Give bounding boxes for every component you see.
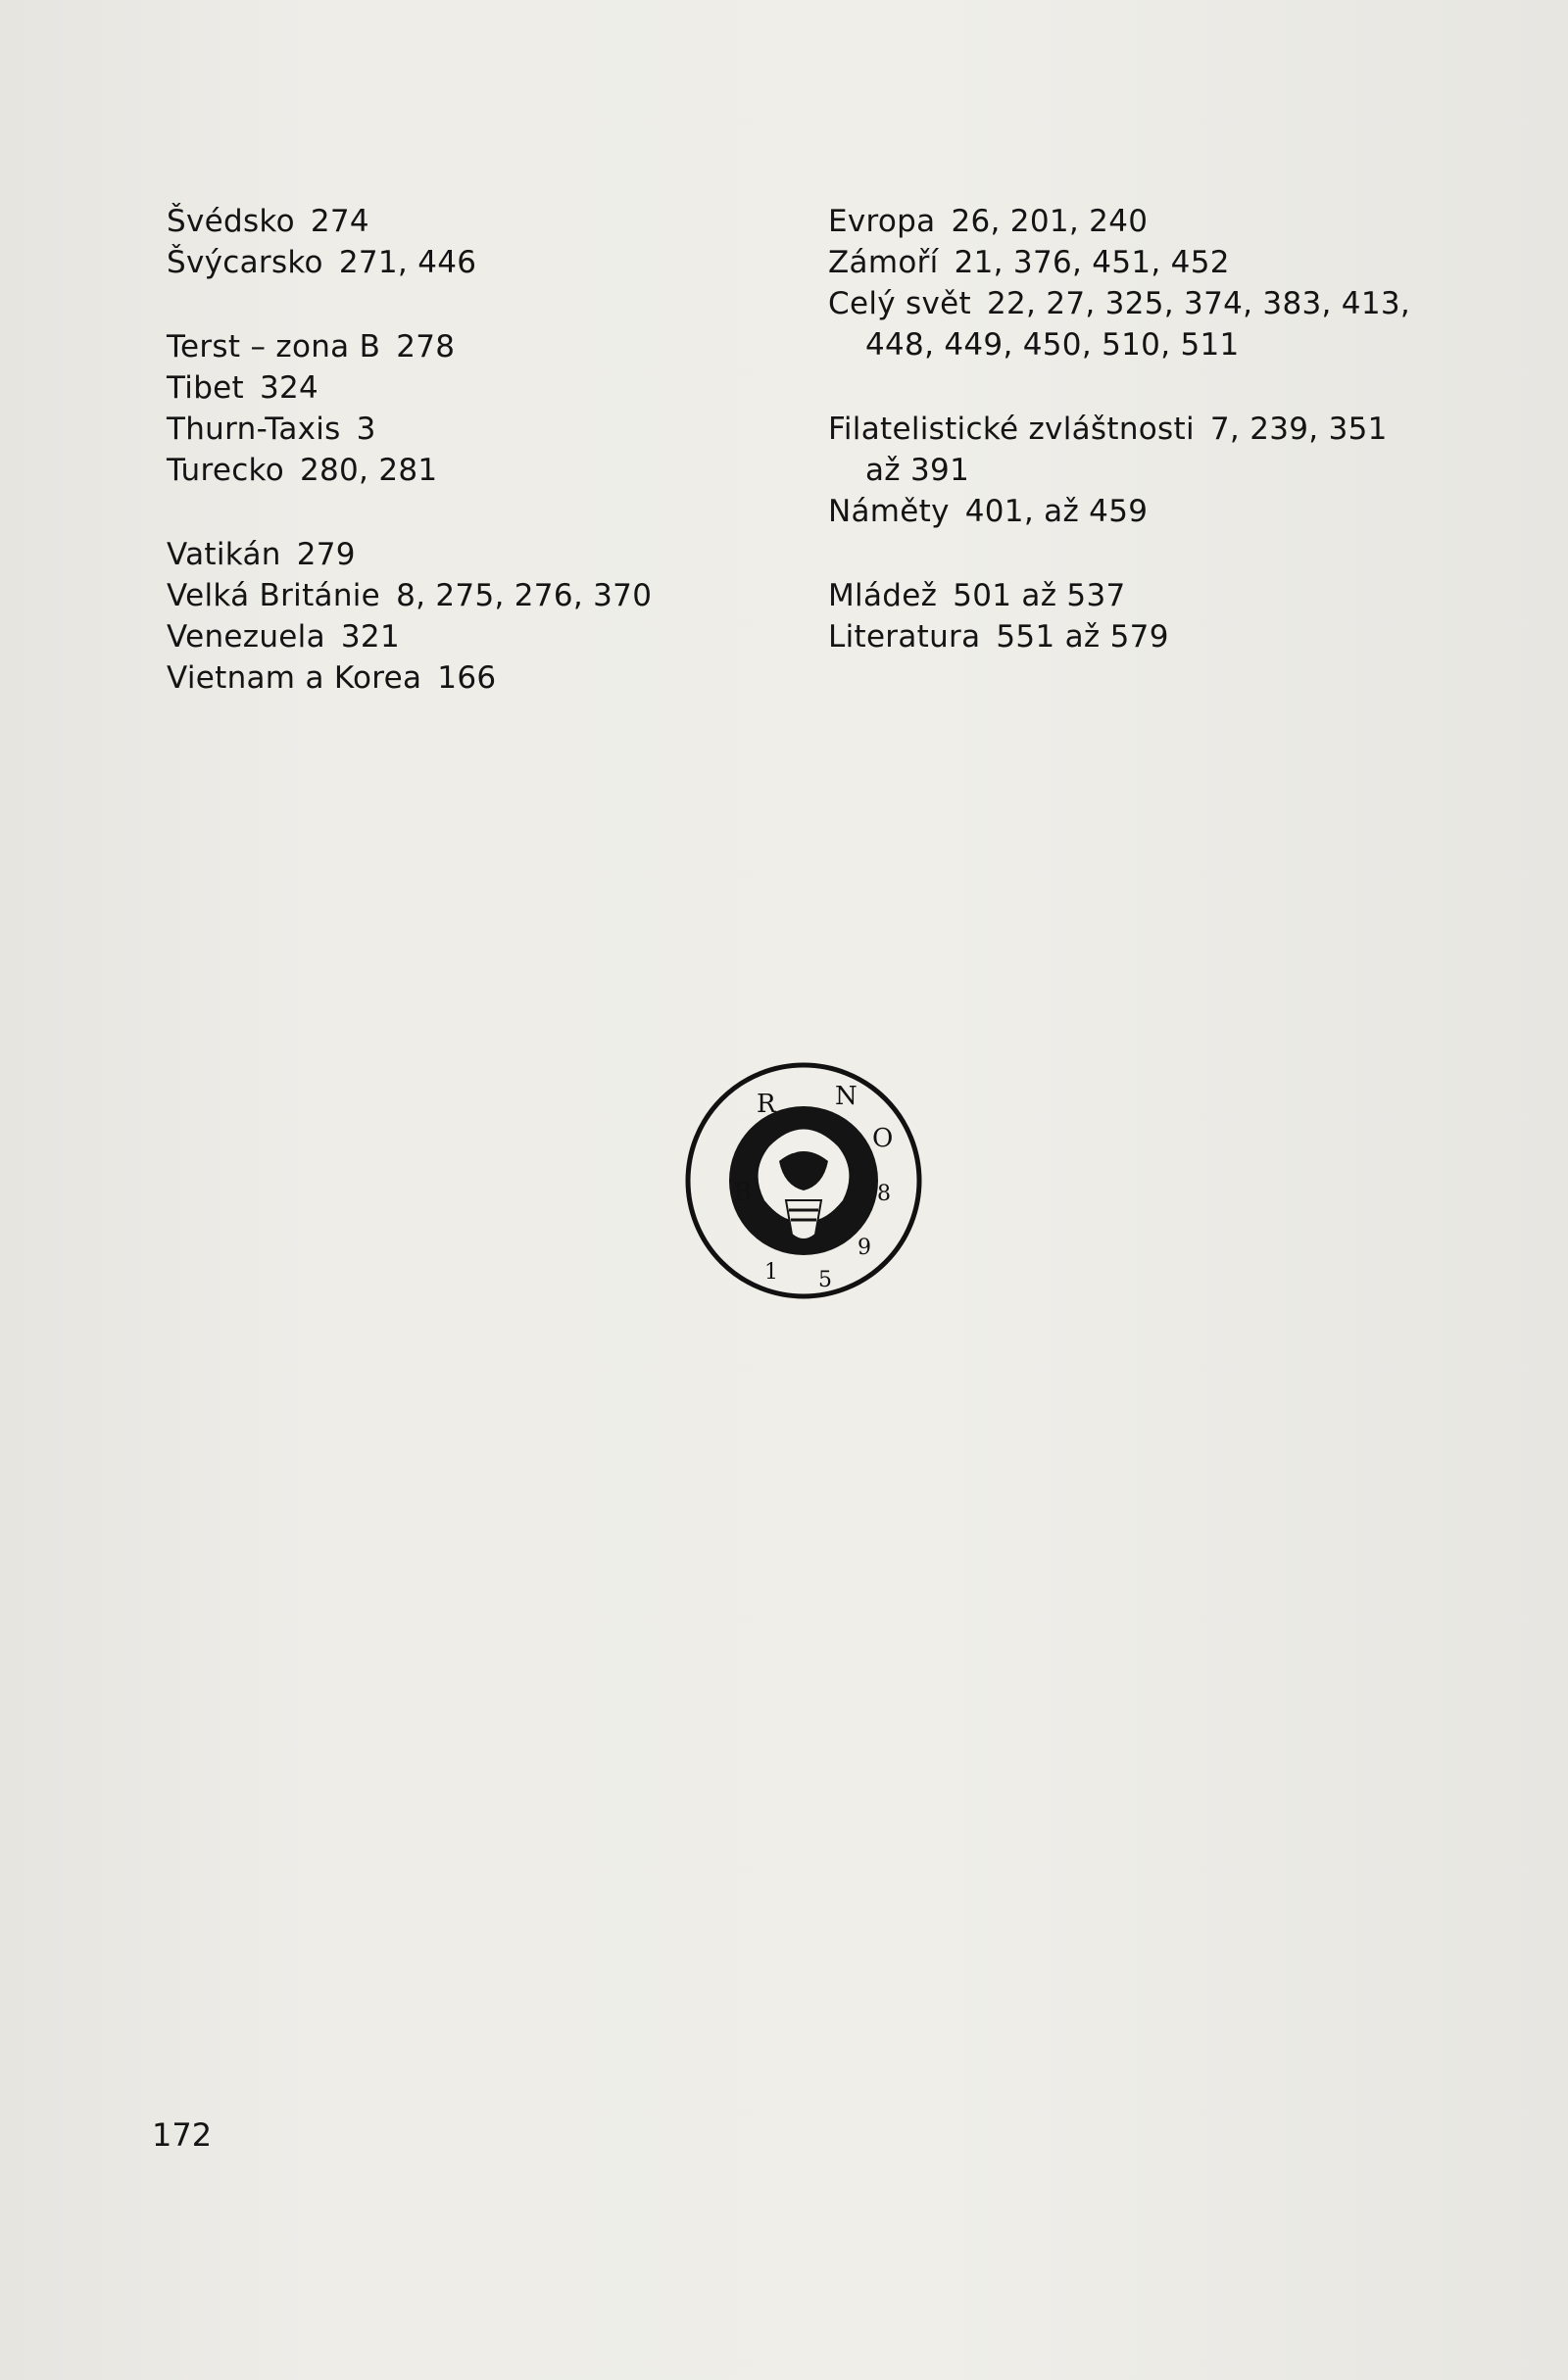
index-term: Mládež bbox=[828, 578, 938, 613]
index-pages: 501 až 537 bbox=[953, 578, 1126, 613]
index-pages-continuation: až 391 bbox=[865, 453, 970, 488]
svg-text:5: 5 bbox=[818, 1268, 832, 1292]
index-term: Zámoří bbox=[828, 245, 939, 280]
index-pages: 401, až 459 bbox=[964, 494, 1149, 529]
index-entry bbox=[167, 367, 774, 409]
svg-text:8: 8 bbox=[877, 1182, 891, 1206]
index-entry bbox=[167, 409, 774, 450]
index-entry bbox=[828, 616, 1455, 657]
svg-text:N: N bbox=[835, 1082, 858, 1111]
svg-text:B: B bbox=[733, 1178, 753, 1207]
index-column-right bbox=[828, 201, 1455, 657]
index-pages: 321 bbox=[340, 619, 400, 655]
index-term: Tibet bbox=[167, 370, 244, 406]
index-term: Náměty bbox=[828, 494, 950, 529]
index-term: Literatura bbox=[828, 619, 981, 655]
index-entry bbox=[167, 657, 774, 699]
index-term: Turecko bbox=[167, 453, 284, 488]
index-entry bbox=[828, 491, 1455, 532]
index-pages: 21, 376, 451, 452 bbox=[954, 245, 1230, 280]
group-spacer bbox=[828, 365, 1455, 409]
index-entry bbox=[167, 575, 774, 616]
index-pages: 274 bbox=[310, 204, 369, 239]
index-term: Thurn-Taxis bbox=[167, 412, 341, 447]
page-number: 172 bbox=[152, 2116, 213, 2154]
index-pages: 551 až 579 bbox=[996, 619, 1169, 655]
index-pages: 280, 281 bbox=[299, 453, 438, 488]
index-entry bbox=[828, 242, 1455, 283]
index-pages: 166 bbox=[437, 660, 497, 696]
index-term: Švédsko bbox=[167, 204, 295, 239]
index-term: Velká Británie bbox=[167, 578, 381, 613]
group-spacer bbox=[167, 491, 774, 534]
index-entry bbox=[167, 326, 774, 367]
index-term: Vatikán bbox=[167, 537, 281, 572]
index-pages: 8, 275, 276, 370 bbox=[396, 578, 653, 613]
index-term: Celý svět bbox=[828, 286, 971, 321]
index-pages: 278 bbox=[396, 329, 456, 364]
index-pages: 271, 446 bbox=[338, 245, 477, 280]
svg-text:1: 1 bbox=[764, 1260, 778, 1285]
index-term: Švýcarsko bbox=[167, 245, 323, 280]
index-term: Filatelistické zvláštnosti bbox=[828, 412, 1195, 447]
index-column-left bbox=[167, 201, 774, 699]
index-pages: 324 bbox=[260, 370, 319, 406]
index-term: Evropa bbox=[828, 204, 936, 239]
index-entry bbox=[167, 616, 774, 657]
library-stamp-icon bbox=[676, 1053, 931, 1308]
svg-text:O: O bbox=[872, 1124, 894, 1153]
index-term: Venezuela bbox=[167, 619, 325, 655]
index-pages: 279 bbox=[296, 537, 356, 572]
index-entry bbox=[828, 409, 1455, 491]
index-entry bbox=[828, 283, 1455, 365]
index-term: Terst – zona B bbox=[167, 329, 381, 364]
index-pages-continuation: 448, 449, 450, 510, 511 bbox=[865, 327, 1240, 363]
index-entry bbox=[167, 534, 774, 575]
index-entry bbox=[167, 201, 774, 242]
group-spacer bbox=[828, 532, 1455, 575]
svg-text:9: 9 bbox=[858, 1236, 871, 1260]
index-pages: 3 bbox=[356, 412, 376, 447]
group-spacer bbox=[167, 283, 774, 326]
index-entry bbox=[828, 575, 1455, 616]
svg-text:R: R bbox=[757, 1090, 776, 1119]
index-term: Vietnam a Korea bbox=[167, 660, 422, 696]
index-entry bbox=[828, 201, 1455, 242]
index-entry bbox=[167, 450, 774, 491]
index-pages: 7, 239, 351 bbox=[1209, 412, 1388, 447]
index-pages: 26, 201, 240 bbox=[951, 204, 1149, 239]
index-entry bbox=[167, 242, 774, 283]
index-pages: 22, 27, 325, 374, 383, 413, bbox=[986, 286, 1411, 321]
